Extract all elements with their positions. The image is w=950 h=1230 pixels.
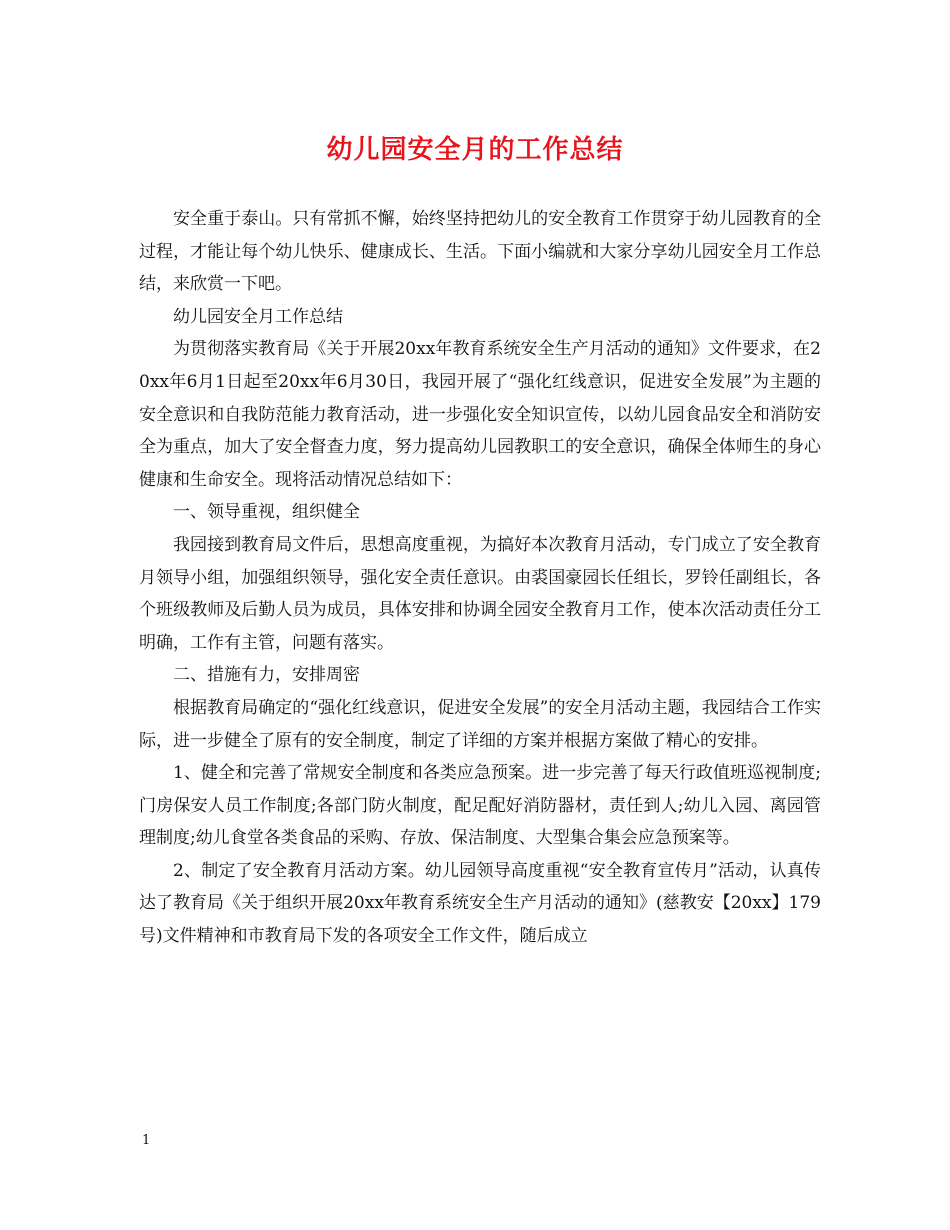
paragraph-subtitle: 幼儿园安全月工作总结 — [173, 306, 343, 327]
paragraph-item-1: 1、健全和完善了常规安全制度和各类应急预案。进一步完善了每天行政值班巡视制度;门房保安人员工作制度;各部门防火制度，配足配好消防器材，责任到人;幼儿入园、离园管理制度;幼儿食堂各类食品的采购、存放、保洁制度、大型集合集会应急预案等。 — [139, 763, 821, 849]
section-heading-measures: 二、措施有力，安排周密 — [173, 665, 360, 686]
document-body — [139, 203, 821, 953]
paragraph-item-2: 2、制定了安全教育月活动方案。幼儿园领导高度重视“安全教育宣传月”活动，认真传达了教育局《关于组织开展20xx年教育系统安全生产月活动的通知》(慈教安【20xx】179号)文件精神和市教育局下发的各项安全工作文件，随后成立 — [139, 860, 821, 947]
paragraph-intro: 安全重于泰山。只有常抓不懈，始终坚持把幼儿的安全教育工作贯穿于幼儿园教育的全过程，才能让每个幼儿快乐、健康成长、生活。下面小编就和大家分享幼儿园安全月工作总结，来欣赏一下吧。 — [139, 209, 821, 295]
paragraph-leadership: 我园接到教育局文件后，思想高度重视，为搞好本次教育月活动，专门成立了安全教育月领导小组，加强组织领导，强化安全责任意识。由裘国豪园长任组长，罗铃任副组长，各个班级教师及后勤人员为成员，具体安排和协调全园安全教育月工作，使本次活动责任分工明确，工作有主管，问题有落实。 — [139, 534, 821, 653]
document-title: 幼儿园安全月的工作总结 — [326, 135, 624, 165]
paragraph-background: 为贯彻落实教育局《关于开展20xx年教育系统安全生产月活动的通知》文件要求，在20xx年6月1日起至20xx年6月30日，我园开展了“强化红线意识，促进安全发展”为主题的安全意识和自我防范能力教育活动，进一步强化安全知识宣传，以幼儿园食品安全和消防安全为重点，加大了安全督查力度，努力提高幼儿园教职工的安全意识，确保全体师生的身心健康和生命安全。现将活动情况总结如下： — [139, 339, 821, 490]
paragraph-measures: 根据教育局确定的“强化红线意识，促进安全发展”的安全月活动主题，我园结合工作实际，进一步健全了原有的安全制度，制定了详细的方案并根据方案做了精心的安排。 — [139, 697, 821, 751]
page-number: 1 — [142, 1133, 151, 1148]
section-heading-leadership: 一、领导重视，组织健全 — [173, 502, 360, 523]
